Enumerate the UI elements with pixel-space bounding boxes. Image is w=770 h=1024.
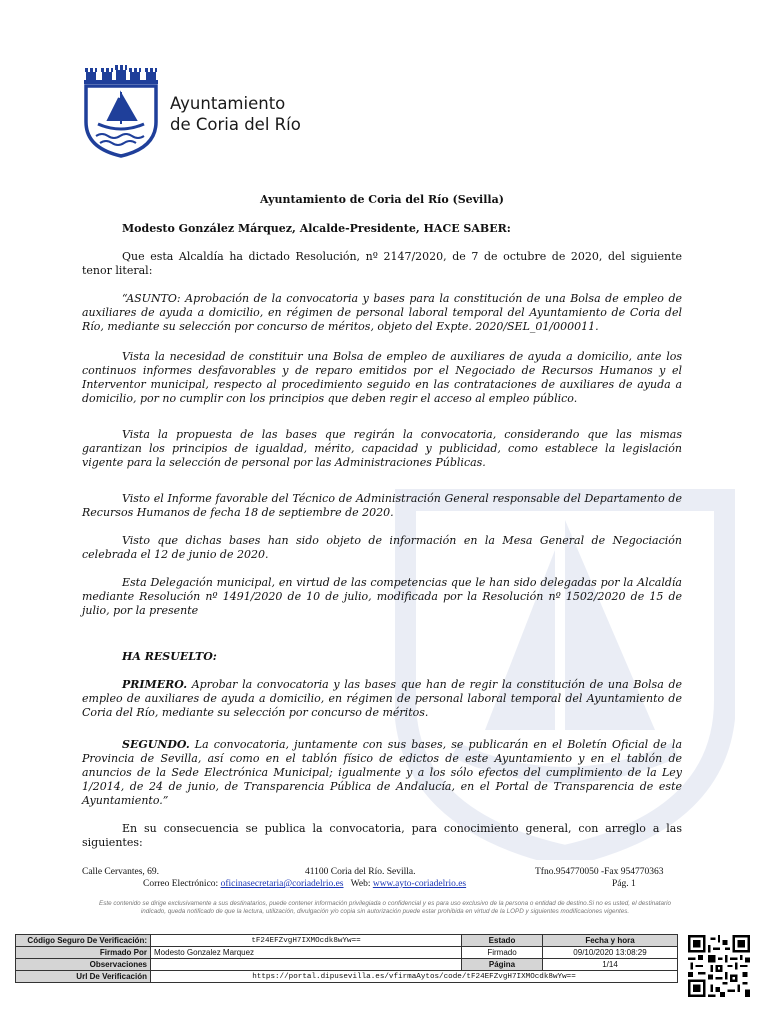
ha-resuelto-heading: HA RESUELTO: xyxy=(122,650,217,663)
vista-propuesta-paragraph: Vista la propuesta de las bases que regirán la convocatoria, considerando que las mismas garantizan los principios de igualdad, mérito, capacidad y publicidad, como establece la legislación vigente para la selección de personal por las Administraciones Públicas. xyxy=(82,428,682,469)
verification-code: tF24EFZvgH7IXMOcdk8wYw== xyxy=(151,935,462,947)
observations-label: Observaciones xyxy=(16,959,151,971)
vista-necesidad-paragraph: Vista la necesidad de constituir una Bolsa de empleo de auxiliares de ayuda a domicilio, ante los continuos informes desfavorables y de reparo emitidos por el Negociado de Recursos Humanos y el Interventor municipal, respecto al procedimiento seguido en las contrataciones de auxiliares de ayuda a domicilio, por no cumplir con los principios que deben regir el acceso al empleo público. xyxy=(82,350,682,405)
primero-text: Aprobar la convocatoria y las bases que han de regir la constitución de una Bolsa de empleo de auxiliares de ayuda a domicilio, en régimen de personal laboral temporal del Ayuntamiento de Coria del Río, mediante su selección por concurso de méritos. xyxy=(82,678,682,719)
pagina-value: 1/14 xyxy=(543,959,678,971)
logo-line-1: Ayuntamiento xyxy=(170,94,286,113)
alcalde-heading: Modesto González Márquez, Alcalde-Presidente, HACE SABER: xyxy=(122,222,511,235)
segundo-text: La convocatoria, juntamente con sus bases, se publicarán en el Boletín Oficial de la Provincia de Sevilla, así como en el tablón físico de edictos de este Ayuntamiento y en el tablón de anuncios de la Sede Electrónica Municipal; igualmente y a los sólo efectos del cumplimiento de la Ley 1/2014, de 24 de junio, de Transparencia Pública de Andalucía, en el Portal de Transparencia de este Ayuntamiento.” xyxy=(82,738,682,807)
asunto-paragraph: “ASUNTO: Aprobación de la convocatoria y bases para la constitución de una Bolsa de empleo de auxiliares de ayuda a domicilio, en régimen de personal laboral temporal del Ayuntamiento de Coria del Río, mediante su selección por concurso de méritos, objeto del Expte. 2020/SEL_01/000011. xyxy=(82,292,682,333)
delegacion-paragraph: Esta Delegación municipal, en virtud de las competencias que le han sido delegadas por la Alcaldía mediante Resolución nº 1491/2020 de 10 de julio, modificada por la Resolución nº 1502/2020 de 15 de julio, por la presente xyxy=(82,576,682,617)
segundo-paragraph xyxy=(82,738,682,808)
logo-line-2: de Coria del Río xyxy=(170,115,301,134)
signed-label: Firmado Por xyxy=(16,947,151,959)
footer-contact-line xyxy=(143,879,466,889)
code-label: Código Seguro De Verificación: xyxy=(16,935,151,947)
footer-address: Calle Cervantes, 69. xyxy=(82,867,160,877)
footer-page: Pág. 1 xyxy=(612,879,636,889)
segundo-label: SEGUNDO. xyxy=(122,738,190,751)
verification-url[interactable]: https://portal.dipusevilla.es/vfirmaAytos/code/tF24EFZvgH7IXMOcdk8wYw== xyxy=(151,971,678,983)
web-link[interactable]: www.ayto-coriadelrio.es xyxy=(372,879,467,889)
footer-phone: Tfno.954770050 -Fax 954770363 xyxy=(535,867,664,877)
visto-mesa-paragraph: Visto que dichas bases han sido objeto de información en la Mesa General de Negociación celebrada el 12 de junio de 2020. xyxy=(82,534,682,561)
email-label: Correo Electrónico: xyxy=(143,879,219,889)
logo-text xyxy=(170,93,301,135)
email-link[interactable]: oficinasecretaria@coriadelrio.es xyxy=(220,879,344,889)
url-label: Url De Verificación xyxy=(16,971,151,983)
observations-value xyxy=(151,959,462,971)
coria-del-rio-shield-logo xyxy=(82,62,160,158)
primero-paragraph xyxy=(82,678,682,720)
qr-code-icon[interactable] xyxy=(688,935,750,997)
intro-paragraph: Que esta Alcaldía ha dictado Resolución, nº 2147/2020, de 7 de octubre de 2020, del siguiente tenor literal: xyxy=(82,250,682,277)
signer-name: Modesto Gonzalez Marquez xyxy=(151,947,462,959)
document-title: Ayuntamiento de Coria del Río (Sevilla) xyxy=(260,193,504,206)
verification-table xyxy=(15,934,678,983)
estado-value: Firmado xyxy=(462,947,543,959)
primero-label: PRIMERO. xyxy=(122,678,188,691)
consecuencia-paragraph: En su consecuencia se publica la convocatoria, para conocimiento general, con arreglo a las siguientes: xyxy=(82,822,682,849)
visto-informe-paragraph: Visto el Informe favorable del Técnico de Administración General responsable del Departamento de Recursos Humanos de fecha 18 de septiembre de 2020. xyxy=(82,492,682,519)
estado-label: Estado xyxy=(462,935,543,947)
fecha-label: Fecha y hora xyxy=(543,935,678,947)
fecha-value: 09/10/2020 13:08:29 xyxy=(543,947,678,959)
pagina-label: Página xyxy=(462,959,543,971)
legal-disclaimer: Este contenido se dirige exclusivamente a sus destinatarios, puede contener información privilegiada o confidencial y es para uso exclusivo de la persona o entidad de destino.Si no es usted, el destinatario indicado, queda notificado de que la lectura, utilización, divulgación y/o copia sin autorización puede estar prohibida en virtud de la LOPD y siguientes modificaciones vigentes. xyxy=(99,900,671,915)
footer-city: 41100 Coria del Río. Sevilla. xyxy=(305,867,416,877)
web-label: Web: xyxy=(350,879,371,889)
